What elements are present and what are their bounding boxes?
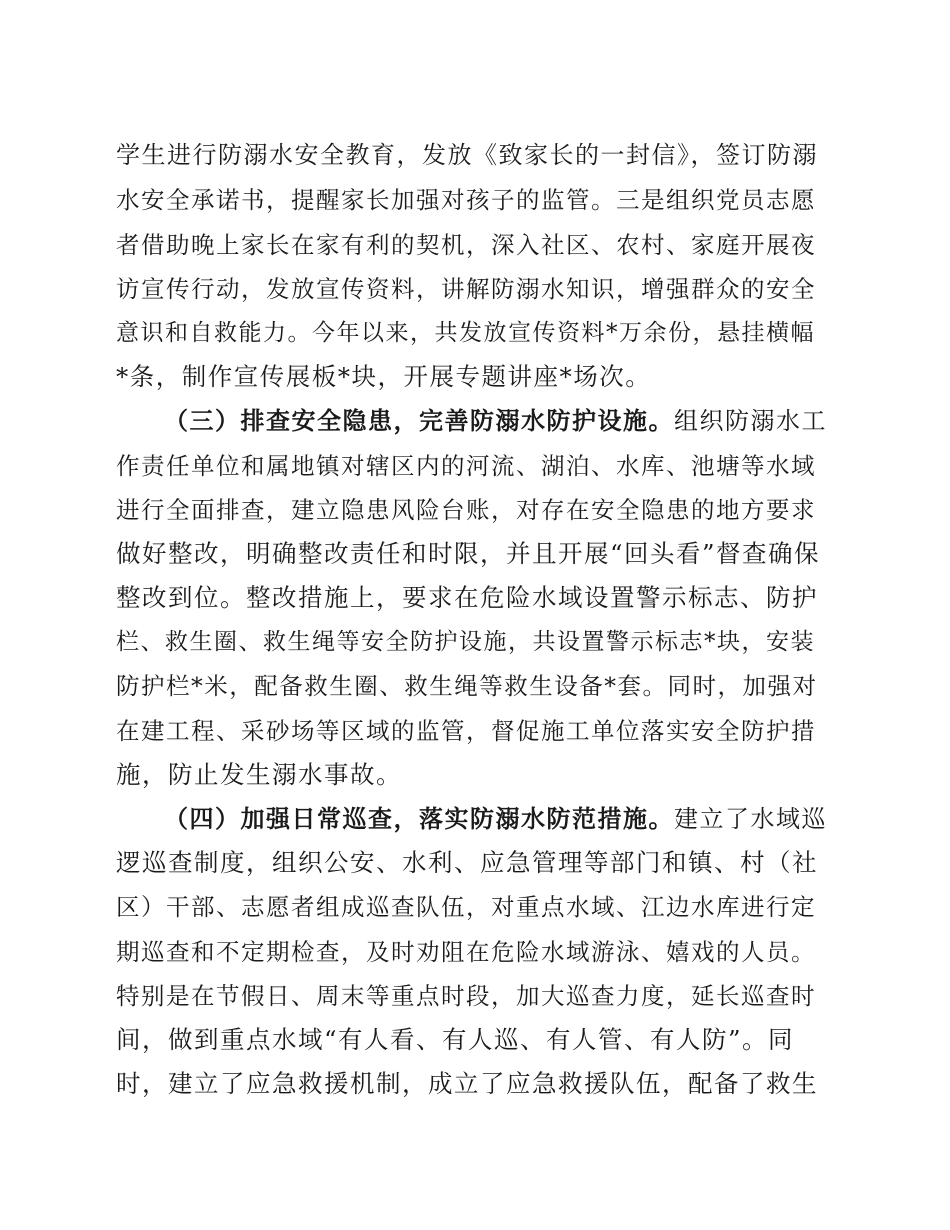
text-line: 施，防止发生溺水事故。 — [116, 760, 402, 789]
text-line: 意识和自救能力。今年以来，共发放宣传资料*万余份，悬挂横幅 — [116, 320, 815, 346]
text-line: *条，制作宣传展板*块，开展专题讲座*场次。 — [116, 362, 652, 391]
text-line: 在建工程、采砂场等区域的监管，督促施工单位落实安全防护措 — [116, 717, 816, 745]
text-line: 者借助晚上家长在家有利的契机，深入社区、农村、家庭开展夜 — [116, 231, 816, 259]
text-line: 期巡查和不定期检查，及时劝阻在危险水域游泳、嬉戏的人员。 — [116, 938, 816, 966]
text-line: 水安全承诺书，提醒家长加强对孩子的监管。三是组织党员志愿 — [116, 186, 816, 214]
text-line: 做好整改，明确整改责任和时限，并且开展“回头看”督查确保 — [116, 539, 821, 568]
text-run: 建立了水域巡 — [674, 805, 827, 833]
section-heading-3: （三）排查安全隐患，完善防溺水防护设施。 — [164, 406, 674, 435]
text-line: 区）干部、志愿者组成巡查队伍，对重点水域、江边水库进行定 — [116, 893, 816, 921]
text-line: 栏、救生圈、救生绳等安全防护设施，共设置警示标志*块，安装 — [116, 629, 815, 655]
text-line: 逻巡查制度，组织公安、水利、应急管理等部门和镇、村（社 — [116, 848, 818, 877]
text-line: 进行全面排查，建立隐患风险台账，对存在安全隐患的地方要求 — [116, 496, 816, 524]
section-heading-line — [164, 804, 828, 834]
text-line: 访宣传行动，发放宣传资料，讲解防溺水知识，增强群众的安全 — [116, 275, 816, 303]
text-line: 时，建立了应急救援机制，成立了应急救援队伍，配备了救生 — [116, 1069, 818, 1098]
text-line: 整改到位。整改措施上，要求在危险水域设置警示标志、防护 — [116, 583, 818, 612]
section-heading-4: （四）加强日常巡查，落实防溺水防范措施。 — [164, 804, 674, 833]
text-line: 作责任单位和属地镇对辖区内的河流、湖泊、水库、池塘等水域 — [116, 452, 816, 480]
text-line: 学生进行防溺水安全教育，发放《致家长的一封信》，签订防溺 — [116, 141, 818, 169]
text-run: 组织防溺水工 — [674, 407, 827, 435]
text-line: 间，做到重点水域“有人看、有人巡、有人管、有人防”。同 — [116, 1025, 795, 1054]
section-heading-line — [164, 406, 828, 436]
text-line: 特别是在节假日、周末等重点时段，加大巡查力度，延长巡查时 — [116, 982, 816, 1010]
text-line: 防护栏*米，配备救生圈、救生绳等救生设备*套。同时，加强对 — [116, 672, 818, 700]
